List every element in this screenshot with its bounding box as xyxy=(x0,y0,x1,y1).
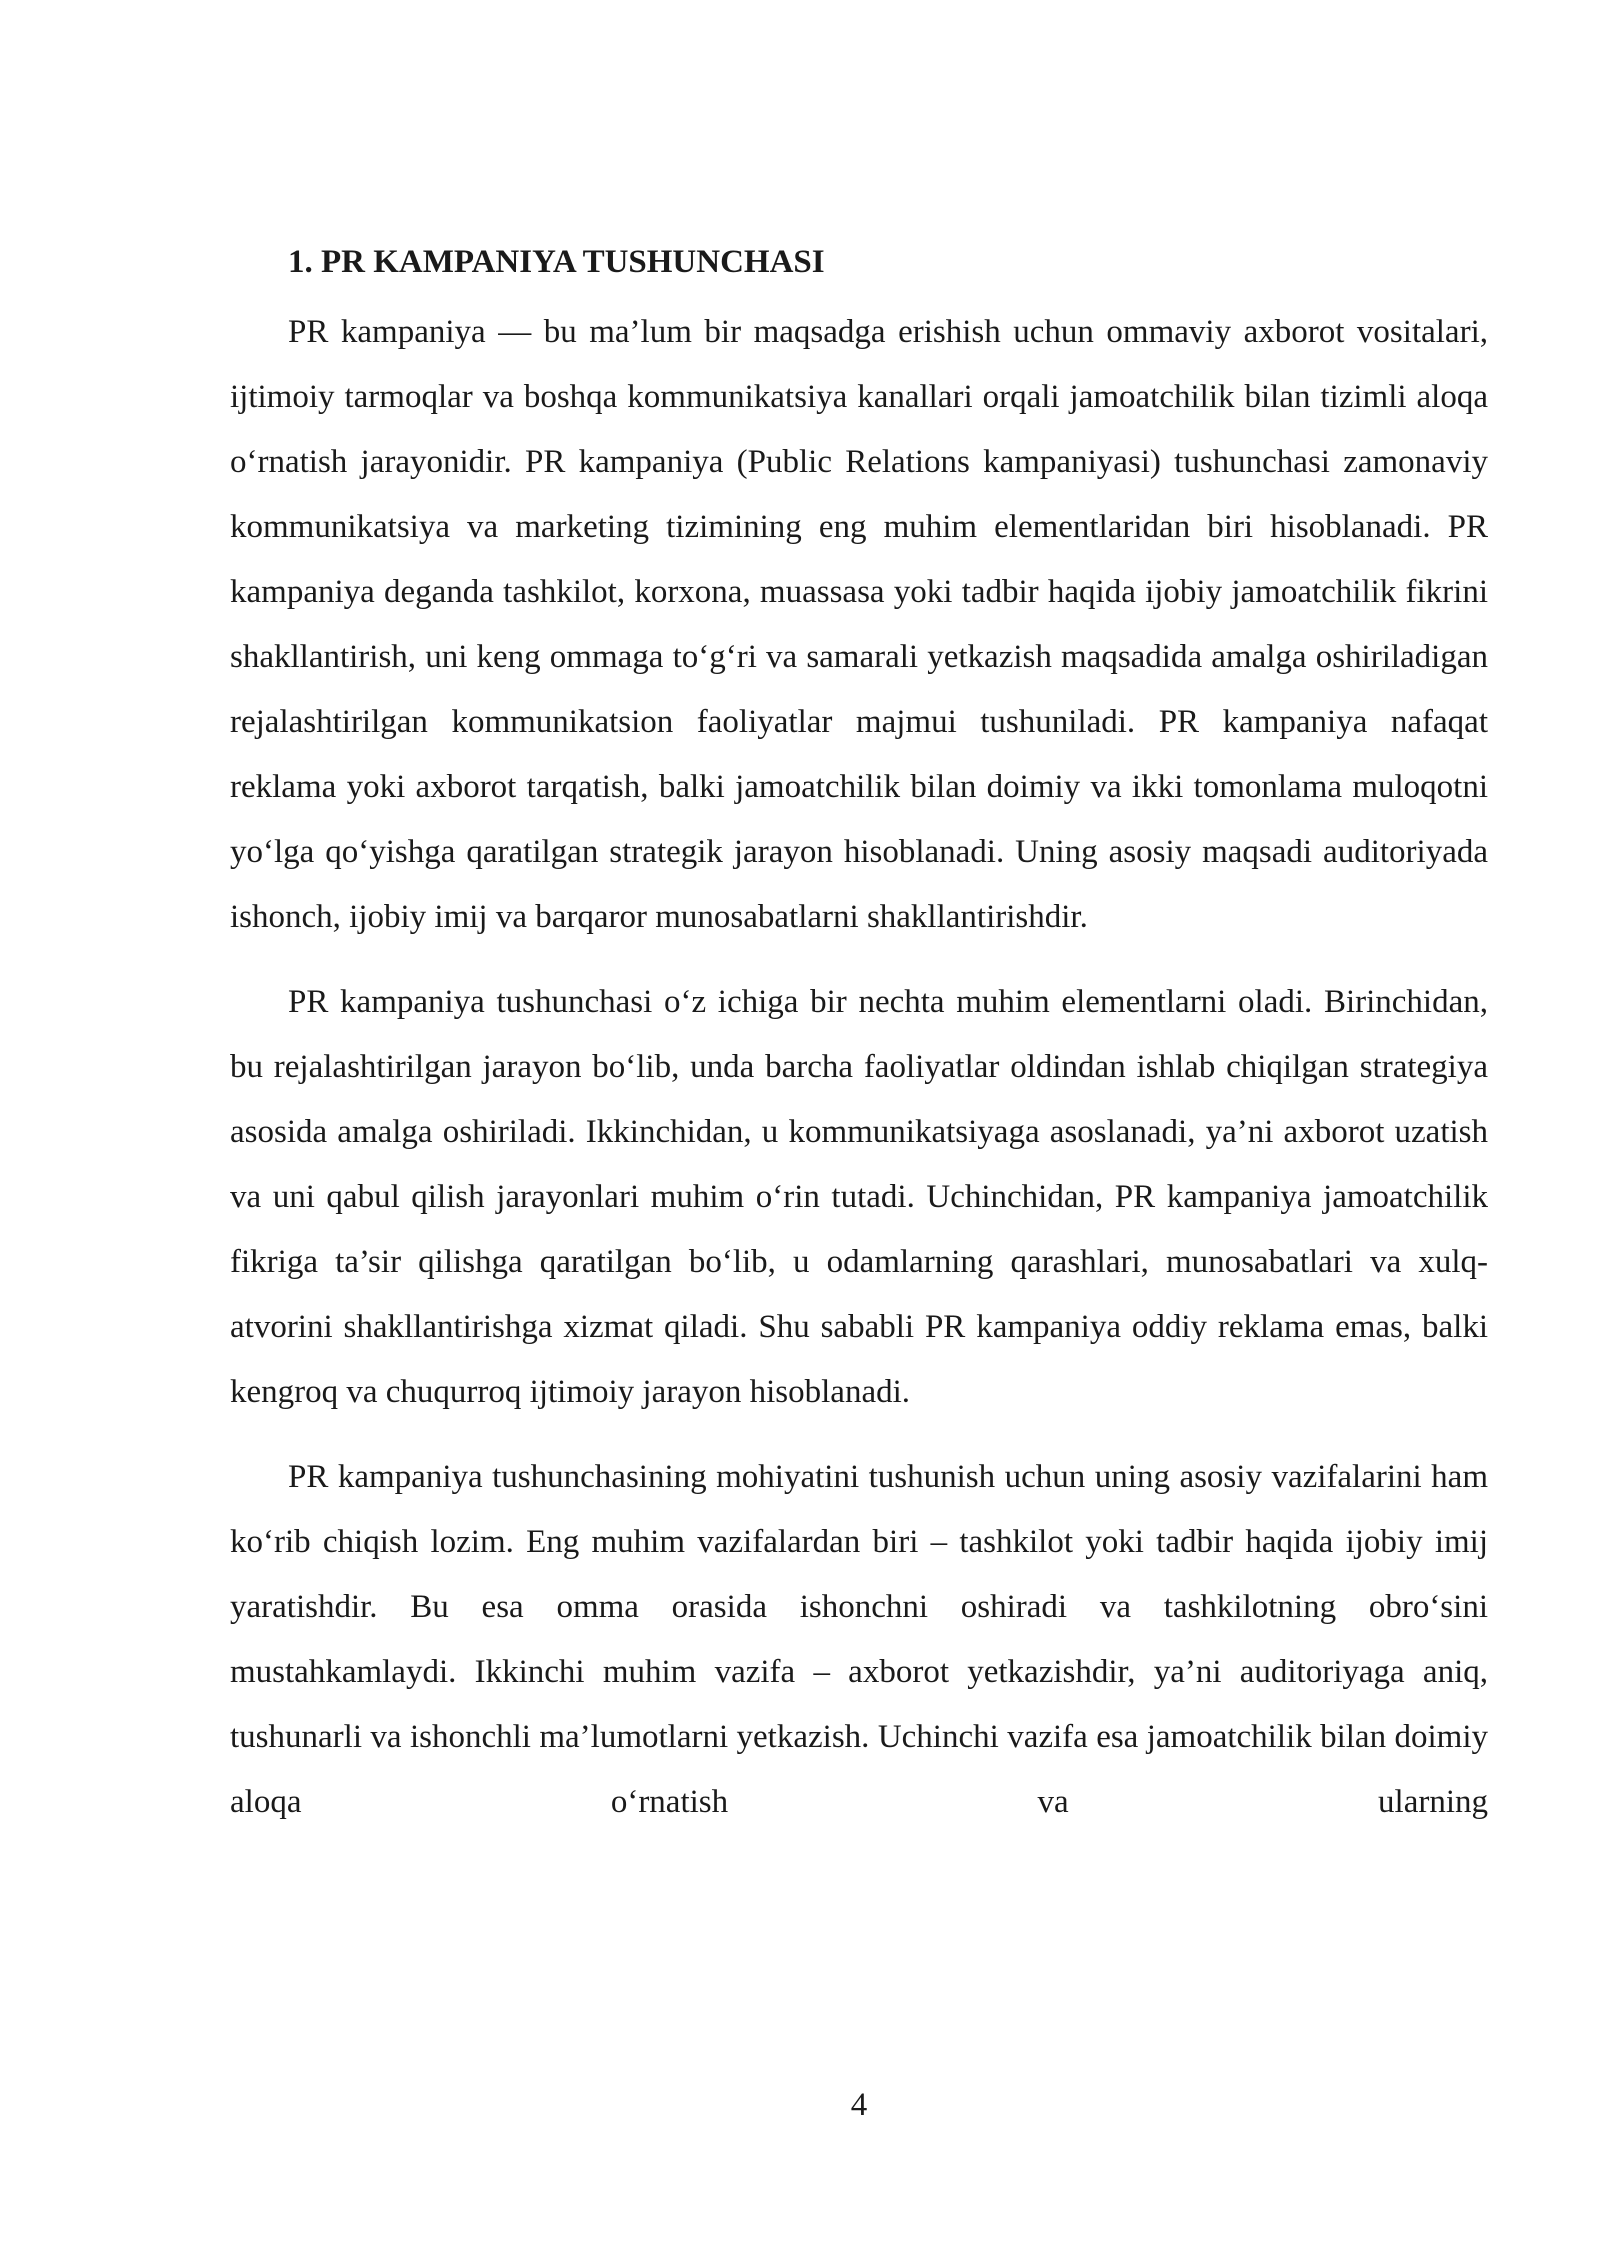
paragraph-3: PR kampaniya tushunchasining mohiyatini tushunish uchun uning asosiy vazifalarini ham ko‘rib chiqish lozim. Eng muhim vazifalardan biri – tashkilot yoki tadbir haqida ijobiy imij yaratishdir. Bu esa omma orasida ishonchni oshiradi va tashkilotning obro‘sini mustahkamlaydi. Ikkinchi muhim vazifa – axborot yetkazishdir, ya’ni auditoriyaga aniq, tushunarli va ishonchli ma’lumotlarni yetkazish. Uchinchi vazifa esa jamoatchilik bilan doimiy aloqa o‘rnatish va ularning xyxy=(230,1459,1488,1820)
section-heading: 1. PR KAMPANIYA TUSHUNCHASI xyxy=(288,244,825,280)
paragraph-2: PR kampaniya tushunchasi o‘z ichiga bir nechta muhim elementlarni oladi. Birinchidan, bu rejalashtirilgan jarayon bo‘lib, unda barcha faoliyatlar oldindan ishlab chiqilgan strategiya asosida amalga oshiriladi. Ikkinchidan, u kommunikatsiyaga asoslanadi, ya’ni axborot uzatish va uni qabul qilish jarayonlari muhim o‘rin tutadi. Uchinchidan, PR kampaniya jamoatchilik fikriga ta’sir qilishga qaratilgan bo‘lib, u odamlarning qarashlari, munosabatlari va xulq-atvorini shakllantirishga xizmat qiladi. Shu sababli PR kampaniya oddiy reklama emas, balki kengroq va chuqurroq ijtimoiy jarayon hisoblanadi. xyxy=(230,984,1488,1410)
page-number: 4 xyxy=(850,2087,868,2123)
document-page xyxy=(230,232,1488,1855)
paragraph-1: PR kampaniya — bu ma’lum bir maqsadga erishish uchun ommaviy axborot vositalari, ijtimoiy tarmoqlar va boshqa kommunikatsiya kanallari orqali jamoatchilik bilan tizimli aloqa o‘rnatish jarayonidir. PR kampaniya (Public Relations kampaniyasi) tushunchasi zamonaviy kommunikatsiya va marketing tizimining eng muhim elementlaridan biri hisoblanadi. PR kampaniya deganda tashkilot, korxona, muassasa yoki tadbir haqida ijobiy jamoatchilik fikrini shakllantirish, uni keng ommaga to‘g‘ri va samarali yetkazish maqsadida amalga oshiriladigan rejalashtirilgan kommunikatsion faoliyatlar majmui tushuniladi. PR kampaniya nafaqat reklama yoki axborot tarqatish, balki jamoatchilik bilan doimiy va ikki tomonlama muloqotni yo‘lga qo‘yishga qaratilgan strategik jarayon hisoblanadi. Uning asosiy maqsadi auditoriyada ishonch, ijobiy imij va barqaror munosabatlarni shakllantirishdir. xyxy=(230,314,1488,935)
